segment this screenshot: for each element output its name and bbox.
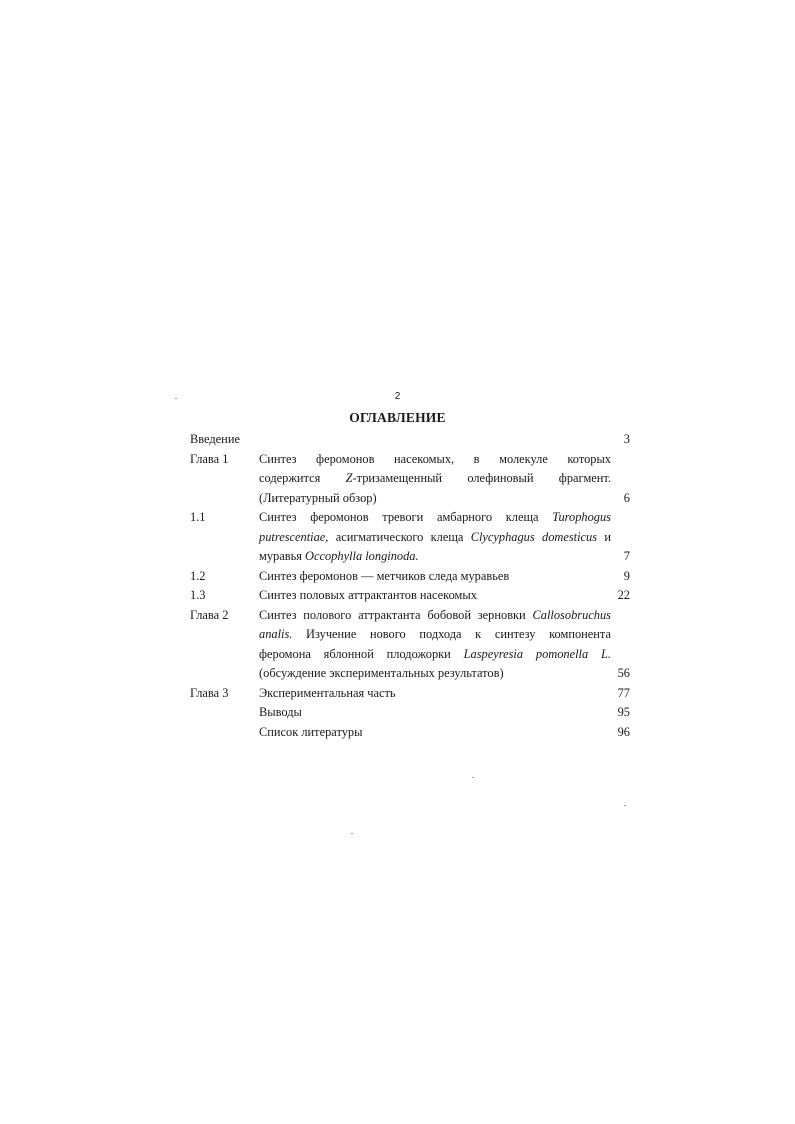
- text-segment: Синтез феромонов насекомых, в молекуле которых: [259, 451, 611, 466]
- toc-entry-text: [259, 703, 611, 723]
- toc-entry: [190, 703, 630, 723]
- toc-entry-text: [259, 508, 611, 567]
- text-segment: Синтез полового аттрактанта бобовой зерновки: [259, 607, 533, 622]
- toc-entry-line: [259, 508, 611, 528]
- toc-entry-line: [259, 567, 611, 587]
- toc-entry-label: 1.1: [190, 510, 206, 524]
- italic-term: Callosobruchus: [532, 607, 611, 622]
- toc-entry: [190, 567, 630, 587]
- toc-entry-text: [259, 723, 611, 743]
- toc-entry-label: Введение: [190, 432, 240, 446]
- table-of-contents: [190, 430, 630, 742]
- toc-entry-line: [259, 586, 611, 606]
- toc-entry-text: [259, 567, 611, 587]
- toc-entry-text: [259, 586, 611, 606]
- text-segment: (обсуждение экспериментальных результатов): [259, 666, 504, 680]
- scan-speck: [175, 398, 177, 399]
- toc-entry-line: [259, 606, 611, 626]
- text-segment: и: [597, 529, 611, 544]
- toc-entry-label: 1.2: [190, 568, 206, 583]
- scan-speck: [351, 833, 353, 834]
- toc-entry-label: Глава 2: [190, 607, 229, 622]
- toc-entry-line: [259, 645, 611, 665]
- text-segment: Синтез половых аттрактантов насекомых: [259, 588, 477, 602]
- toc-entry-page: 7: [623, 549, 630, 563]
- text-segment: Синтез феромонов тревоги амбарного клеща: [259, 510, 553, 524]
- toc-title: ОГЛАВЛЕНИЕ: [349, 410, 446, 425]
- toc-entry-page: 95: [617, 705, 630, 719]
- text-segment: Изучение нового подхода к синтезу компонента: [292, 627, 611, 641]
- italic-term: Turophogus: [552, 510, 611, 524]
- italic-term: Laspeyresia pomonella L.: [463, 646, 611, 661]
- toc-entry-line: [259, 625, 611, 645]
- text-segment: феромона яблонной плодожорки: [259, 646, 464, 661]
- text-segment: Список литературы: [259, 724, 363, 739]
- toc-entry-page: 56: [617, 666, 630, 680]
- toc-entry-label: 1.3: [190, 588, 206, 602]
- italic-term: putrescentiae: [259, 529, 326, 544]
- toc-entry: [190, 450, 630, 509]
- text-segment: муравья: [259, 549, 306, 563]
- text-segment: (Литературный обзор): [259, 490, 377, 505]
- italic-term: Clycyphagus domesticus: [470, 529, 598, 544]
- toc-entry-line: [259, 450, 611, 470]
- toc-entry-label: Глава 3: [190, 685, 229, 700]
- italic-term: analis.: [259, 627, 293, 641]
- toc-entry-page: 9: [623, 568, 630, 583]
- toc-entry: [190, 430, 630, 450]
- toc-entry-text: [259, 684, 611, 704]
- toc-entry-page: 22: [617, 588, 630, 602]
- text-segment: содержится: [259, 471, 346, 485]
- page-number: 2: [394, 391, 401, 402]
- toc-entry-label: Глава 1: [190, 451, 229, 466]
- toc-entry-text: [259, 450, 611, 509]
- toc-entry: [190, 586, 630, 606]
- italic-term: Z: [345, 471, 353, 485]
- toc-entry: [190, 723, 630, 743]
- toc-entry-page: 6: [623, 490, 630, 505]
- toc-entry-line: [259, 703, 611, 723]
- toc-entry-line: [259, 723, 611, 743]
- scan-speck: [472, 777, 474, 778]
- toc-entry-text: [259, 606, 611, 684]
- toc-entry: [190, 508, 630, 567]
- toc-entry: [190, 606, 630, 684]
- italic-term: Occophylla longinoda.: [305, 549, 419, 563]
- toc-entry: [190, 684, 630, 704]
- text-segment: Выводы: [259, 705, 302, 719]
- toc-entry-page: 77: [617, 685, 630, 700]
- toc-entry-page: 96: [617, 724, 630, 739]
- toc-entry-line: [259, 547, 611, 567]
- toc-entry-line: [259, 489, 611, 509]
- toc-entry-line: [259, 528, 611, 548]
- text-segment: Синтез феромонов — метчиков следа муравьев: [259, 568, 510, 583]
- text-segment: , асигматического клеща: [325, 529, 471, 544]
- text-segment: Экспериментальная часть: [259, 685, 396, 700]
- text-segment: -тризамещенный олефиновый фрагмент.: [352, 471, 611, 485]
- toc-entry-line: [259, 684, 611, 704]
- toc-entry-line: [259, 469, 611, 489]
- toc-entry-page: 3: [623, 432, 630, 446]
- toc-entry-line: [259, 664, 611, 684]
- scan-speck: [624, 805, 626, 806]
